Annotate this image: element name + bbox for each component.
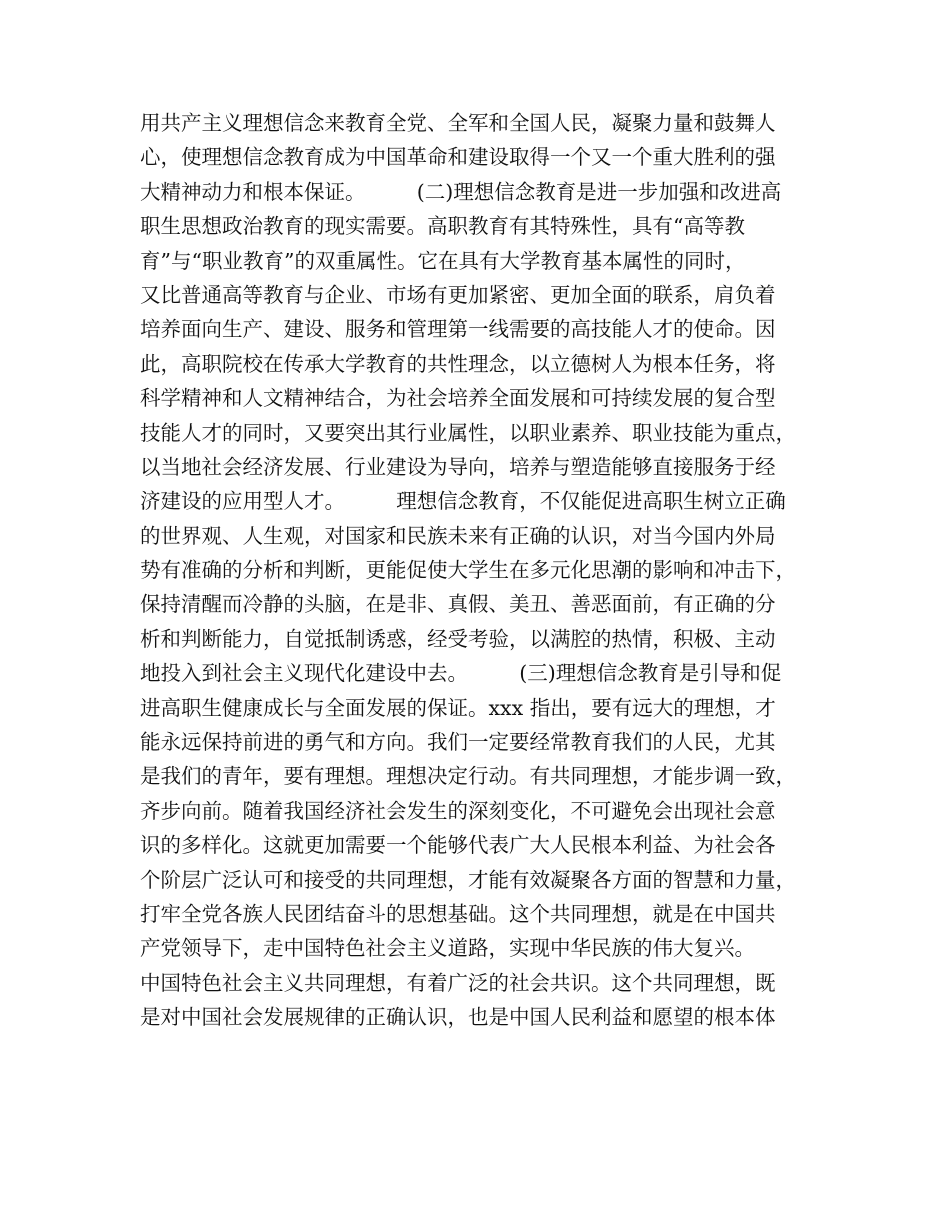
text-line: 大精神动力和根本保证。 (二)理想信念教育是进一步加强和改进高: [140, 179, 782, 204]
text-line: 培养面向生产、建设、服务和管理第一线需要的高技能人才的使命。因: [140, 317, 776, 342]
text-line: 以当地社会经济发展、行业建设为导向，培养与塑造能够直接服务于经: [140, 454, 776, 479]
text-line: 地投入到社会主义现代化建设中去。 (三)理想信念教育是引导和促: [140, 661, 782, 686]
text-line: 的世界观、人生观，对国家和民族未来有正确的认识，对当今国内外局: [140, 523, 776, 548]
text-line: 能永远保持前进的勇气和方向。我们一定要经常教育我们的人民，尤其: [140, 730, 776, 755]
text-line: 进高职生健康成长与全面发展的保证。xxx 指出，要有远大的理想，才: [140, 695, 776, 720]
text-line: 齐步向前。随着我国经济社会发生的深刻变化，不可避免会出现社会意: [140, 798, 776, 823]
text-line: 析和判断能力，自觉抵制诱惑，经受考验，以满腔的热情，积极、主动: [140, 626, 776, 651]
text-line: 技能人才的同时，又要突出其行业属性，以职业素养、职业技能为重点，: [140, 420, 796, 445]
text-line: 打牢全党各族人民团结奋斗的思想基础。这个共同理想，就是在中国共: [140, 901, 776, 926]
body-text: [140, 106, 830, 1035]
text-line: 是我们的青年，要有理想。理想决定行动。有共同理想，才能步调一致，: [140, 764, 796, 789]
text-line: 科学精神和人文精神结合，为社会培养全面发展和可持续发展的复合型: [140, 386, 776, 411]
text-line: 识的多样化。这就更加需要一个能够代表广大人民根本利益、为社会各: [140, 833, 776, 858]
text-line: 势有准确的分析和判断，更能促使大学生在多元化思潮的影响和冲击下，: [140, 558, 796, 583]
text-line: 中国特色社会主义共同理想，有着广泛的社会共识。这个共同理想，既: [140, 970, 776, 995]
text-line: 是对中国社会发展规律的正确认识，也是中国人民利益和愿望的根本体: [140, 1005, 776, 1030]
text-line: 此，高职院校在传承大学教育的共性理念，以立德树人为根本任务，将: [140, 351, 776, 376]
text-line: 产党领导下，走中国特色社会主义道路，实现中华民族的伟大复兴。: [140, 936, 755, 961]
text-line: 又比普通高等教育与企业、市场有更加紧密、更加全面的联系，肩负着: [140, 282, 776, 307]
text-line: 济建设的应用型人才。 理想信念教育，不仅能促进高职生树立正确: [140, 489, 786, 514]
text-line: 用共产主义理想信念来教育全党、全军和全国人民，凝聚力量和鼓舞人: [140, 111, 776, 135]
text-line: 保持清醒而冷静的头脑，在是非、真假、美丑、善恶面前，有正确的分: [140, 592, 776, 617]
text-line: 育”与“职业教育”的双重属性。它在具有大学教育基本属性的同时，: [140, 248, 746, 273]
text-line: 心，使理想信念教育成为中国革命和建设取得一个又一个重大胜利的强: [140, 145, 776, 170]
text-line: 个阶层广泛认可和接受的共同理想，才能有效凝聚各方面的智慧和力量，: [140, 867, 796, 892]
text-line: 职生思想政治教育的现实需要。高职教育有其特殊性，具有“高等教: [140, 214, 745, 239]
